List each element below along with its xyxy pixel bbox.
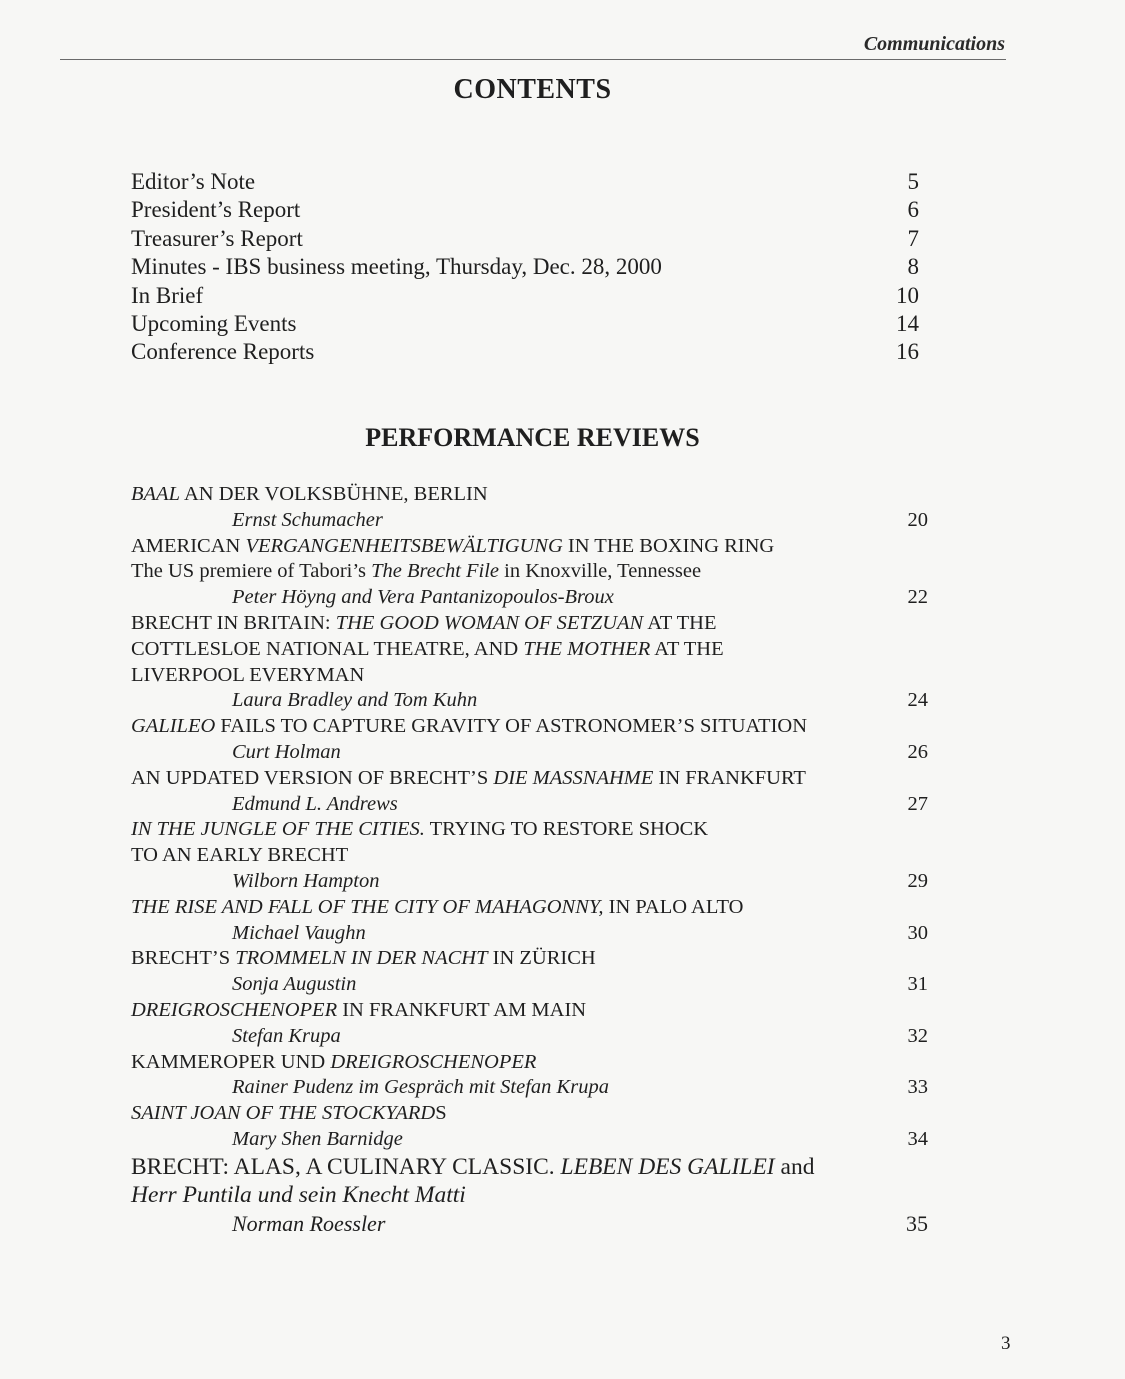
toc-item-title: Conference Reports xyxy=(131,339,315,365)
review-title-text: BRECHT: ALAS, A CULINARY CLASSIC. xyxy=(131,1153,561,1180)
review-title-text: COTTLESLOE NATIONAL THEATRE, AND xyxy=(131,637,524,660)
review-title-text: IN THE BOXING RING xyxy=(562,534,775,557)
review-title-italic: DREIGROSCHENOPER xyxy=(330,1050,537,1073)
review-page: 20 xyxy=(907,508,928,531)
review-author: Stefan Krupa xyxy=(232,1024,341,1047)
review-page: 31 xyxy=(907,973,928,996)
review-author: Edmund L. Andrews xyxy=(232,792,398,815)
review-title-italic: GALILEO xyxy=(131,715,216,738)
review-title-text: LIVERPOOL EVERYMAN xyxy=(131,663,365,686)
review-author-line xyxy=(131,921,928,947)
review-title-text: KAMMEROPER UND xyxy=(131,1050,331,1073)
toc-item-title: President’s Report xyxy=(131,197,301,223)
toc-item-title: Upcoming Events xyxy=(131,311,297,337)
review-title-italic: VERGANGENHEITSBEWÄLTIGUNG xyxy=(245,534,563,557)
review-title-text: AN UPDATED VERSION OF BRECHT’S xyxy=(131,766,494,789)
review-title-line xyxy=(131,534,928,560)
review-author-line xyxy=(131,1075,928,1101)
review-entry xyxy=(131,766,928,818)
review-title-text: BRECHT IN BRITAIN: xyxy=(131,611,336,634)
toc-item-page: 8 xyxy=(907,254,919,280)
review-title-text: S xyxy=(435,1102,447,1125)
review-title-italic: THE RISE AND FALL OF THE CITY OF MAHAGONNY, xyxy=(131,895,604,918)
toc-item-page: 6 xyxy=(907,197,919,223)
review-title-text: and xyxy=(774,1153,815,1180)
review-author-line xyxy=(131,585,928,611)
reviews-list xyxy=(131,482,928,1237)
review-title-text: IN PALO ALTO xyxy=(603,895,744,918)
review-title-line xyxy=(131,843,928,869)
toc-item-page: 14 xyxy=(896,311,919,337)
toc-item-page: 5 xyxy=(907,169,919,194)
review-title-line xyxy=(131,1050,928,1076)
review-author-line xyxy=(131,688,928,714)
review-page: 30 xyxy=(907,921,928,944)
review-title-line xyxy=(131,1101,928,1127)
review-title-italic: DREIGROSCHENOPER xyxy=(131,998,338,1021)
review-title-line xyxy=(131,663,928,689)
toc-item-page: 7 xyxy=(907,225,919,251)
review-author: Rainer Pudenz im Gespräch mit Stefan Krupa xyxy=(232,1076,609,1099)
running-head: Communications xyxy=(863,33,1005,55)
review-title-line xyxy=(131,946,928,972)
review-title-text: AN DER VOLKSBÜHNE, BERLIN xyxy=(179,483,488,505)
review-title-line xyxy=(131,1181,928,1210)
toc-item-page: 10 xyxy=(896,282,919,308)
review-entry xyxy=(131,817,928,894)
toc-item xyxy=(131,282,919,310)
review-title-text: TRYING TO RESTORE SHOCK xyxy=(424,818,709,841)
review-entry xyxy=(131,611,928,714)
review-entry xyxy=(131,714,928,766)
header-rule xyxy=(60,59,1006,60)
reviews-title: PERFORMANCE REVIEWS xyxy=(365,423,700,452)
review-author: Wilborn Hampton xyxy=(232,869,380,892)
review-author-line xyxy=(131,792,928,818)
review-title-italic: BAAL xyxy=(131,483,180,505)
review-page: 27 xyxy=(907,792,928,815)
review-author: Mary Shen Barnidge xyxy=(232,1127,403,1150)
review-entry xyxy=(131,1050,928,1102)
toc-item xyxy=(131,168,919,196)
review-title-text: FAILS TO CAPTURE GRAVITY OF ASTRONOMER’S SITUATION xyxy=(215,715,808,738)
review-page: 33 xyxy=(907,1076,928,1099)
review-entry xyxy=(131,482,928,534)
toc-item-title: Minutes - IBS business meeting, Thursday, Dec. 28, 2000 xyxy=(131,254,662,280)
review-title-italic: Herr Puntila und sein Knecht Matti xyxy=(131,1182,466,1209)
toc-item-title: Treasurer’s Report xyxy=(131,225,303,251)
review-page: 34 xyxy=(907,1127,928,1150)
review-page: 22 xyxy=(907,586,928,609)
review-entry xyxy=(131,1101,928,1153)
toc-item xyxy=(131,338,919,366)
review-author: Ernst Schumacher xyxy=(232,508,383,531)
review-title-line xyxy=(131,1153,928,1182)
review-title-text: IN FRANKFURT xyxy=(653,766,806,789)
review-title-text: AMERICAN xyxy=(131,534,246,557)
review-page: 29 xyxy=(907,869,928,892)
review-title-italic: THE GOOD WOMAN OF SETZUAN xyxy=(335,611,644,634)
page-number: 3 xyxy=(1001,1333,1011,1354)
review-title-text: IN ZÜRICH xyxy=(487,947,596,970)
review-author-line xyxy=(131,972,928,998)
review-author-line xyxy=(131,740,928,766)
review-title-line xyxy=(131,817,928,843)
toc-item xyxy=(131,253,919,281)
review-page: 35 xyxy=(906,1210,928,1236)
review-author: Laura Bradley and Tom Kuhn xyxy=(232,689,478,712)
review-title-line xyxy=(131,895,928,921)
review-title-line xyxy=(131,482,928,508)
review-title-italic: SAINT JOAN OF THE STOCKYARD xyxy=(131,1102,436,1125)
review-page: 32 xyxy=(907,1024,928,1047)
toc-item-page: 16 xyxy=(896,339,919,365)
review-title-line xyxy=(131,559,928,585)
toc-item xyxy=(131,310,919,338)
review-author: Sonja Augustin xyxy=(232,973,357,996)
review-title-italic: LEBEN DES GALILEI xyxy=(560,1153,775,1180)
review-author: Michael Vaughn xyxy=(232,921,366,944)
review-title-text: AT THE xyxy=(643,611,717,634)
review-title-italic: TROMMELN IN DER NACHT xyxy=(235,947,488,970)
review-title-italic: THE MOTHER xyxy=(523,637,651,660)
review-title-line xyxy=(131,998,928,1024)
review-title-text: TO AN EARLY BRECHT xyxy=(131,844,349,867)
review-title-text: BRECHT’S xyxy=(131,947,236,970)
review-entry xyxy=(131,534,928,611)
toc-item-title: Editor’s Note xyxy=(131,169,256,194)
review-title-text: The US premiere of Tabori’s xyxy=(131,560,372,583)
review-entry xyxy=(131,998,928,1050)
toc-item xyxy=(131,196,919,224)
review-author: Norman Roessler xyxy=(232,1210,386,1236)
review-author-line xyxy=(131,869,928,895)
review-author: Peter Höyng and Vera Pantanizopoulos-Broux xyxy=(232,586,614,609)
review-entry xyxy=(131,946,928,998)
toc-item xyxy=(131,225,919,253)
review-entry xyxy=(131,895,928,947)
review-title-italic: DIE MASSNAHME xyxy=(493,766,654,789)
review-title-line xyxy=(131,714,928,740)
review-author-line xyxy=(131,508,928,534)
contents-title: CONTENTS xyxy=(453,74,612,105)
review-author-line xyxy=(131,1210,928,1237)
review-title-line xyxy=(131,766,928,792)
review-title-italic: IN THE JUNGLE OF THE CITIES. xyxy=(131,818,425,841)
review-author-line xyxy=(131,1127,928,1153)
review-author-line xyxy=(131,1024,928,1050)
review-title-text: AT THE xyxy=(650,637,724,660)
review-title-text: IN FRANKFURT AM MAIN xyxy=(337,998,587,1021)
review-title-italic: The Brecht File xyxy=(371,560,500,583)
review-entry xyxy=(131,1153,928,1237)
review-author: Curt Holman xyxy=(232,740,341,763)
toc-list xyxy=(131,168,919,367)
toc-item-title: In Brief xyxy=(131,282,204,308)
review-title-line xyxy=(131,611,928,637)
review-title-line xyxy=(131,637,928,663)
review-page: 24 xyxy=(907,689,928,712)
review-page: 26 xyxy=(907,740,928,763)
review-title-text: in Knoxville, Tennessee xyxy=(499,560,702,583)
